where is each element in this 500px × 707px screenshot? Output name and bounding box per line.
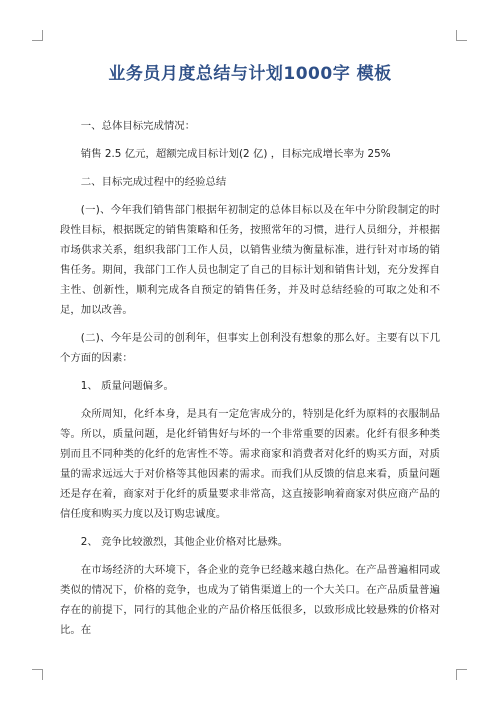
crop-mark-bottom-left <box>32 669 43 680</box>
factor-heading-competition: 2、 竞争比较激烈，其他企业价格对比悬殊。 <box>80 536 289 548</box>
paragraph-quality: 众所周知，化纤本身，是具有一定危害成分的，特别是化纤为原料的衣服制品等。所以，质量问题，是化纤销售好与坏的一个非常重要的因素。化纤有很多种类别而且不同种类的化纤的危害性不等。需求商家和消费者对化纤的购买方面，对质量的需求远远大于对价格等其他因素的需求。而我们从反馈的信息来看，质量问题还是存在着，商家对于化纤的质量要求非常高，这直接影响着商家对供应商产品的信任度和购买力度以及订购忠诚度。 <box>60 408 440 520</box>
document-body <box>60 116 440 648</box>
crop-mark-top-right <box>456 30 467 41</box>
paragraph-competition: 在市场经济的大环境下，各企业的竞争已经越来越白热化。在产品普遍相同或类似的情况下，价格的竞争，也成为了销售渠道上的一个大关口。在产品质量普遍存在的前提下，同行的其他企业的产品价格压低很多，以致形成比较悬殊的价格对比。在 <box>60 564 440 636</box>
section-heading-experience: 二、目标完成过程中的经验总结 <box>80 176 227 188</box>
section-heading-goal: 一、总体目标完成情况： <box>80 120 196 132</box>
paragraph-experience-2: (二)、今年是公司的创利年，但事实上创利没有想象的那么好。主要有以下几个方面的因素： <box>60 332 440 364</box>
sales-result-line: 销售 2.5 亿元，超额完成目标计划(2 亿) ，目标完成增长率为 25% <box>80 148 391 160</box>
crop-mark-top-left <box>32 30 43 41</box>
document-title: 业务员月度总结与计划1000字 模板 <box>108 64 392 84</box>
paragraph-experience-1: (一)、今年我们销售部门根据年初制定的总体目标以及在年中分阶段制定的时段性目标，根据既定的销售策略和任务，按照常年的习惯，进行人员细分，并根据市场供求关系，组织我部门工作人员，以销售业绩为衡量标准，进行针对市场的销售任务。期间，我部门工作人员也制定了自己的目标计划和销售计划，充分发挥自主性、创新性，顺利完成各自预定的销售任务，并及时总结经验的可取之处和不足，加以改善。 <box>60 204 440 316</box>
crop-mark-bottom-right <box>456 669 467 680</box>
factor-heading-quality: 1、 质量问题偏多。 <box>80 380 174 392</box>
